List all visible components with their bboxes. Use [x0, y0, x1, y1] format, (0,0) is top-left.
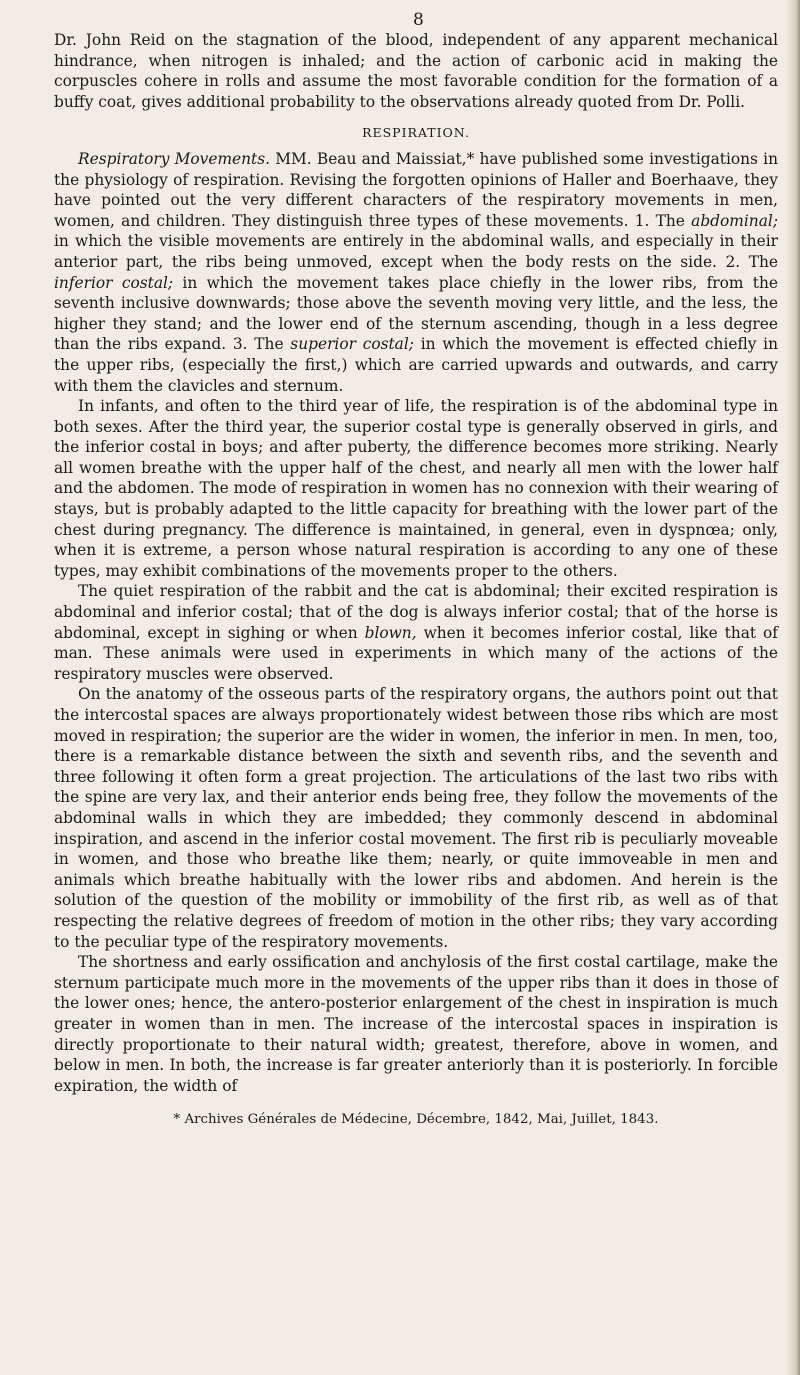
paragraph-text: in which the visible movements are entirely in the abdominal walls, and especially in their anterior part, the ribs being unmoved, except when the body rests on the side. 2. The — [54, 232, 778, 271]
paragraph-anatomy: On the anatomy of the osseous parts of the respiratory organs, the authors point out that the intercostal spaces are always proportionately widest between those ribs which are most moved in respiration; the superior are the wider in women, the inferior in men. In men, too, there is a remarkable distance between the sixth and seventh ribs, and the seventh and three following it often form a great projection. The articulations of the last two ribs with the spine are very lax, and their anterior ends being free, they follow the movements of the abdominal walls in which they are imbedded; they commonly descend in abdominal inspiration, and ascend in the inferior costal movement. The first rib is peculiarly moveable in women, and those who breathe like them; nearly, or quite immoveable in men and animals which breathe habitually with the lower ribs and abdomen. And herein is the solution of the question of the mobility or immobility of the first rib, as well as of that respecting the relative degrees of freedom of motion in the other ribs; they vary according to the peculiar type of the respiratory movements. — [54, 685, 778, 951]
paragraph-text: in which the movement is effected chiefly in the upper ribs, (especially the first,) which are carried upwards and outwards, and carry with them the clavicles and sternum. — [54, 335, 778, 395]
italic-term: blown, — [364, 623, 417, 642]
paragraph-infants: In infants, and often to the third year of life, the respiration is of the abdominal type in both sexes. After the third year, the superior costal type is generally observed in girls, and the inferior costal in boys; and after puberty, the difference becomes more striking. Nearly all women breathe with the upper half of the chest, and nearly all men with the lower half and the abdomen. The mode of respiration in women has no connexion with their wearing of stays, but is probably adapted to the little capacity for breathing with the lower part of the chest during pregnancy. The difference is maintained, in general, even in dyspnœa; only, when it is extreme, a person whose natural respiration is according to any one of these types, may exhibit combinations of the movements proper to the others. — [54, 397, 778, 580]
paragraph-heading: Respiratory Movements. — [78, 149, 271, 168]
paragraph-text: MM. Beau and Maissiat,* have published some investigations in the physiology of respiration. Revising the forgotten opinions of Haller and Boerhaave, they have pointed out the very different characters of the respiratory movements in men, women, and children. They distinguish three types of these movements. 1. The — [54, 149, 779, 230]
italic-term: abdominal; — [691, 211, 778, 230]
paragraph-cartilage: The shortness and early ossification and anchylosis of the first costal cartilage, make the sternum participate much more in the movements of the upper ribs than it does in those of the lower ones; hence, the antero-posterior enlargement of the chest in inspiration is much greater in women than in men. The increase of the intercostal spaces in inspiration is directly proportionate to their natural width; greatest, therefore, above in women, and below in men. In both, the increase is far greater anteriorly than it is posteriorly. In forcible expiration, the width of — [54, 953, 778, 1095]
paragraph-respiratory-movements — [54, 149, 778, 396]
paragraph-animals — [54, 581, 778, 684]
page-edge-shadow — [786, 0, 800, 1375]
footnote: * Archives Générales de Médecine, Décembre, 1842, Mai, Juillet, 1843. — [173, 1112, 659, 1128]
paragraph-text: in which the movement takes place chiefly in the lower ribs, from the seventh inclusive downwards; those above the seventh moving very little, and the less, the higher they stand; and the lower end of the sternum ascending, though in a less degree than the ribs expand. 3. The — [54, 273, 778, 354]
paragraph-text: when it becomes inferior costal, like that of man. These animals were used in experiments in which many of the actions of the respiratory muscles were observed. — [54, 623, 778, 683]
text-body — [54, 30, 778, 1131]
section-heading: RESPIRATION. — [362, 125, 470, 141]
italic-term: superior costal; — [290, 335, 414, 354]
paragraph-text: The quiet respiration of the rabbit and the cat is abdominal; their excited respiration is abdominal and inferior costal; that of the dog is always inferior costal; that of the horse is abdominal, except in sighing or when — [54, 582, 778, 642]
page-number: 8 — [413, 10, 424, 30]
italic-term: inferior costal; — [54, 273, 174, 292]
intro-paragraph: Dr. John Reid on the stagnation of the blood, independent of any apparent mechanical hindrance, when nitrogen is inhaled; and the action of carbonic acid in making the corpuscles cohere in rolls and assume the most favorable condition for the formation of a buffy coat, gives additional probability to the observations already quoted from Dr. Polli. — [54, 31, 778, 111]
